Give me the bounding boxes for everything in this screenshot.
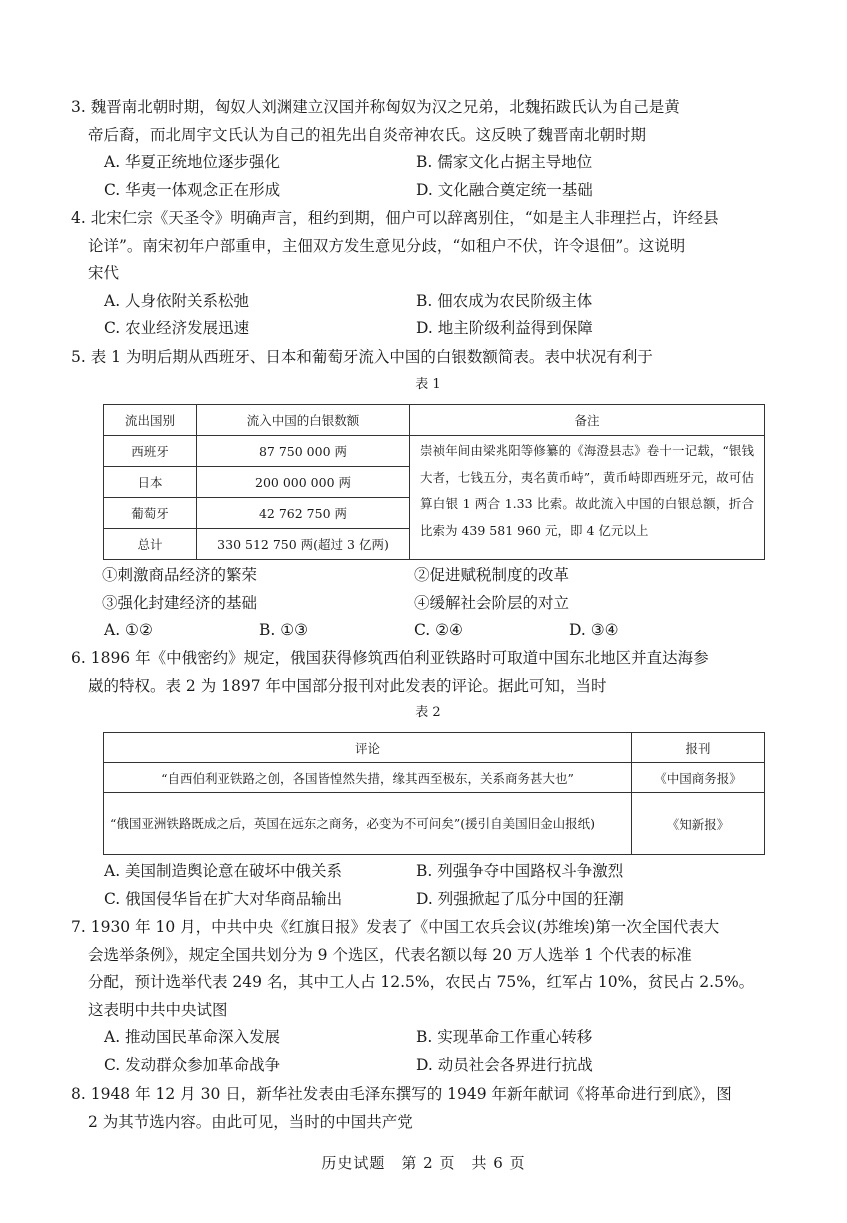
question-6 bbox=[71, 645, 768, 724]
table-header-row bbox=[104, 405, 765, 436]
question-4-options bbox=[88, 288, 768, 343]
option-b: B. 列强争夺中国路权斗争激烈 bbox=[416, 862, 624, 880]
cell-country: 葡萄牙 bbox=[104, 498, 197, 529]
question-5 bbox=[71, 344, 768, 396]
table-row bbox=[104, 793, 765, 855]
cell-comment: “自西伯利亚铁路之创，各国皆惶然失措，缘其西至极东，关系商务甚大也” bbox=[104, 763, 632, 793]
option-a: A. 华夏正统地位逐步强化 bbox=[104, 153, 281, 172]
table-header-row bbox=[104, 733, 765, 763]
question-5-choices bbox=[88, 562, 768, 645]
option-b: B. ①③ bbox=[259, 621, 309, 640]
question-6-choices bbox=[88, 858, 768, 913]
question-7-options bbox=[88, 1024, 768, 1079]
question-8 bbox=[71, 1081, 768, 1136]
item-3: ③强化封建经济的基础 bbox=[102, 593, 258, 612]
question-4-stem-line-3: 宋代 bbox=[88, 264, 120, 283]
option-c: C. 俄国侵华旨在扩大对华商品输出 bbox=[104, 889, 343, 908]
question-7-stem-line-2: 会选举条例》，规定全国共划分为 9 个选区，代表名额以每 20 万人选举 1 个代表的标准 bbox=[88, 945, 692, 964]
question-7-stem-line-3: 分配，预计选举代表 249 名，其中工人占 12.5%，农民占 75%，红军占 10%，贫民占 2.5%。 bbox=[88, 973, 755, 992]
header-newspaper: 报刊 bbox=[632, 733, 765, 763]
cell-note: 崇祯年间由梁兆阳等修纂的《海澄县志》卷十一记载，“银钱大者，七钱五分，夷名黄币峙”，黄币峙即西班牙元，故可估算白银 1 两合 1.33 比索。故此流入中国的白银总额，折合比索为 439 581 960 元，即 4 亿元以上 bbox=[410, 436, 765, 560]
question-8-stem-line-2: 2 为其节选内容。由此可见，当时的中国共产党 bbox=[88, 1112, 413, 1131]
question-3 bbox=[71, 94, 768, 204]
cell-amount: 200 000 000 两 bbox=[197, 467, 410, 498]
question-8-stem-line-1: 8. 1948 年 12 月 30 日，新华社发表由毛泽东撰写的 1949 年新年献词《将革命进行到底》，图 bbox=[71, 1085, 732, 1103]
option-d: D. ③④ bbox=[569, 621, 619, 640]
option-d: D. 地主阶级利益得到保障 bbox=[416, 319, 593, 338]
table-row bbox=[104, 436, 765, 467]
option-a: A. 人身依附关系松弛 bbox=[104, 291, 250, 310]
cell-comment: “俄国亚洲铁路既成之后，英国在远东之商务，必变为不可问矣”(援引自美国旧金山报纸) bbox=[104, 793, 632, 855]
header-note: 备注 bbox=[410, 405, 765, 436]
table-row bbox=[104, 763, 765, 793]
cell-amount: 42 762 750 两 bbox=[197, 498, 410, 529]
question-4 bbox=[71, 205, 768, 343]
question-6-options bbox=[88, 858, 768, 913]
cell-amount: 87 750 000 两 bbox=[197, 436, 410, 467]
question-3-stem-line-1: 3. 魏晋南北朝时期，匈奴人刘渊建立汉国并称匈奴为汉之兄弟，北魏拓跋氏认为自己是黄 bbox=[71, 98, 680, 116]
option-a: A. 推动国民革命深入发展 bbox=[104, 1028, 281, 1047]
header-silver-amount: 流入中国的白银数额 bbox=[197, 405, 410, 436]
question-4-stem-line-1: 4. 北宋仁宗《天圣令》明确声言，租约到期，佃户可以辞离别住，“如是主人非理拦占，许经县 bbox=[71, 209, 719, 227]
cell-country: 西班牙 bbox=[104, 436, 197, 467]
question-6-stem-line-2: 崴的特权。表 2 为 1897 年中国部分报刊对此发表的评论。据此可知，当时 bbox=[88, 676, 607, 695]
cell-country: 日本 bbox=[104, 467, 197, 498]
header-comment: 评论 bbox=[104, 733, 632, 763]
cell-newspaper: 《中国商务报》 bbox=[632, 763, 765, 793]
question-7 bbox=[71, 914, 768, 1080]
question-7-stem-line-4: 这表明中共中央试图 bbox=[88, 1000, 228, 1019]
question-3-options bbox=[88, 149, 768, 204]
table-1-caption: 表 1 bbox=[415, 376, 441, 392]
option-d: D. 列强掀起了瓜分中国的狂潮 bbox=[416, 889, 624, 908]
table-2 bbox=[103, 732, 765, 855]
question-5-options bbox=[88, 617, 768, 645]
option-a: A. ①② bbox=[104, 621, 153, 640]
cell-newspaper: 《知新报》 bbox=[632, 793, 765, 855]
table-1 bbox=[103, 404, 765, 560]
item-2: ②促进赋税制度的改革 bbox=[414, 566, 570, 584]
cell-amount: 330 512 750 两(超过 3 亿两) bbox=[197, 529, 410, 560]
option-a: A. 美国制造舆论意在破坏中俄关系 bbox=[104, 862, 343, 880]
question-5-items bbox=[88, 562, 768, 617]
option-c: C. 华夷一体观念正在形成 bbox=[104, 180, 281, 199]
table-2-caption: 表 2 bbox=[415, 705, 441, 721]
item-1: ①刺激商品经济的繁荣 bbox=[102, 566, 258, 584]
question-7-stem-line-1: 7. 1930 年 10 月，中共中央《红旗日报》发表了《中国工农兵会议(苏维埃)第一次全国代表大 bbox=[71, 918, 720, 936]
option-c: C. 发动群众参加革命战争 bbox=[104, 1055, 281, 1074]
page-footer: 历史试题 第 2 页 共 6 页 bbox=[321, 1154, 526, 1172]
question-3-stem-line-2: 帝后裔，而北周宇文氏认为自己的祖先出自炎帝神农氏。这反映了魏晋南北朝时期 bbox=[88, 125, 647, 144]
question-5-stem: 5. 表 1 为明后期从西班牙、日本和葡萄牙流入中国的白银数额简表。表中状况有利于 bbox=[71, 348, 653, 366]
option-b: B. 佃农成为农民阶级主体 bbox=[416, 291, 593, 310]
option-b: B. 实现革命工作重心转移 bbox=[416, 1028, 593, 1047]
header-country: 流出国别 bbox=[104, 405, 197, 436]
option-c: C. ②④ bbox=[414, 621, 463, 640]
question-4-stem-line-2: 论详”。南宋初年户部重申，主佃双方发生意见分歧，“如租户不伏，许令退佃”。这说明 bbox=[88, 236, 686, 255]
cell-country: 总计 bbox=[104, 529, 197, 560]
item-4: ④缓解社会阶层的对立 bbox=[414, 593, 570, 612]
option-d: D. 动员社会各界进行抗战 bbox=[416, 1055, 593, 1074]
option-d: D. 文化融合奠定统一基础 bbox=[416, 180, 593, 199]
option-c: C. 农业经济发展迅速 bbox=[104, 319, 250, 338]
option-b: B. 儒家文化占据主导地位 bbox=[416, 153, 593, 172]
question-6-stem-line-1: 6. 1896 年《中俄密约》规定，俄国获得修筑西伯利亚铁路时可取道中国东北地区并直达海参 bbox=[71, 649, 709, 667]
